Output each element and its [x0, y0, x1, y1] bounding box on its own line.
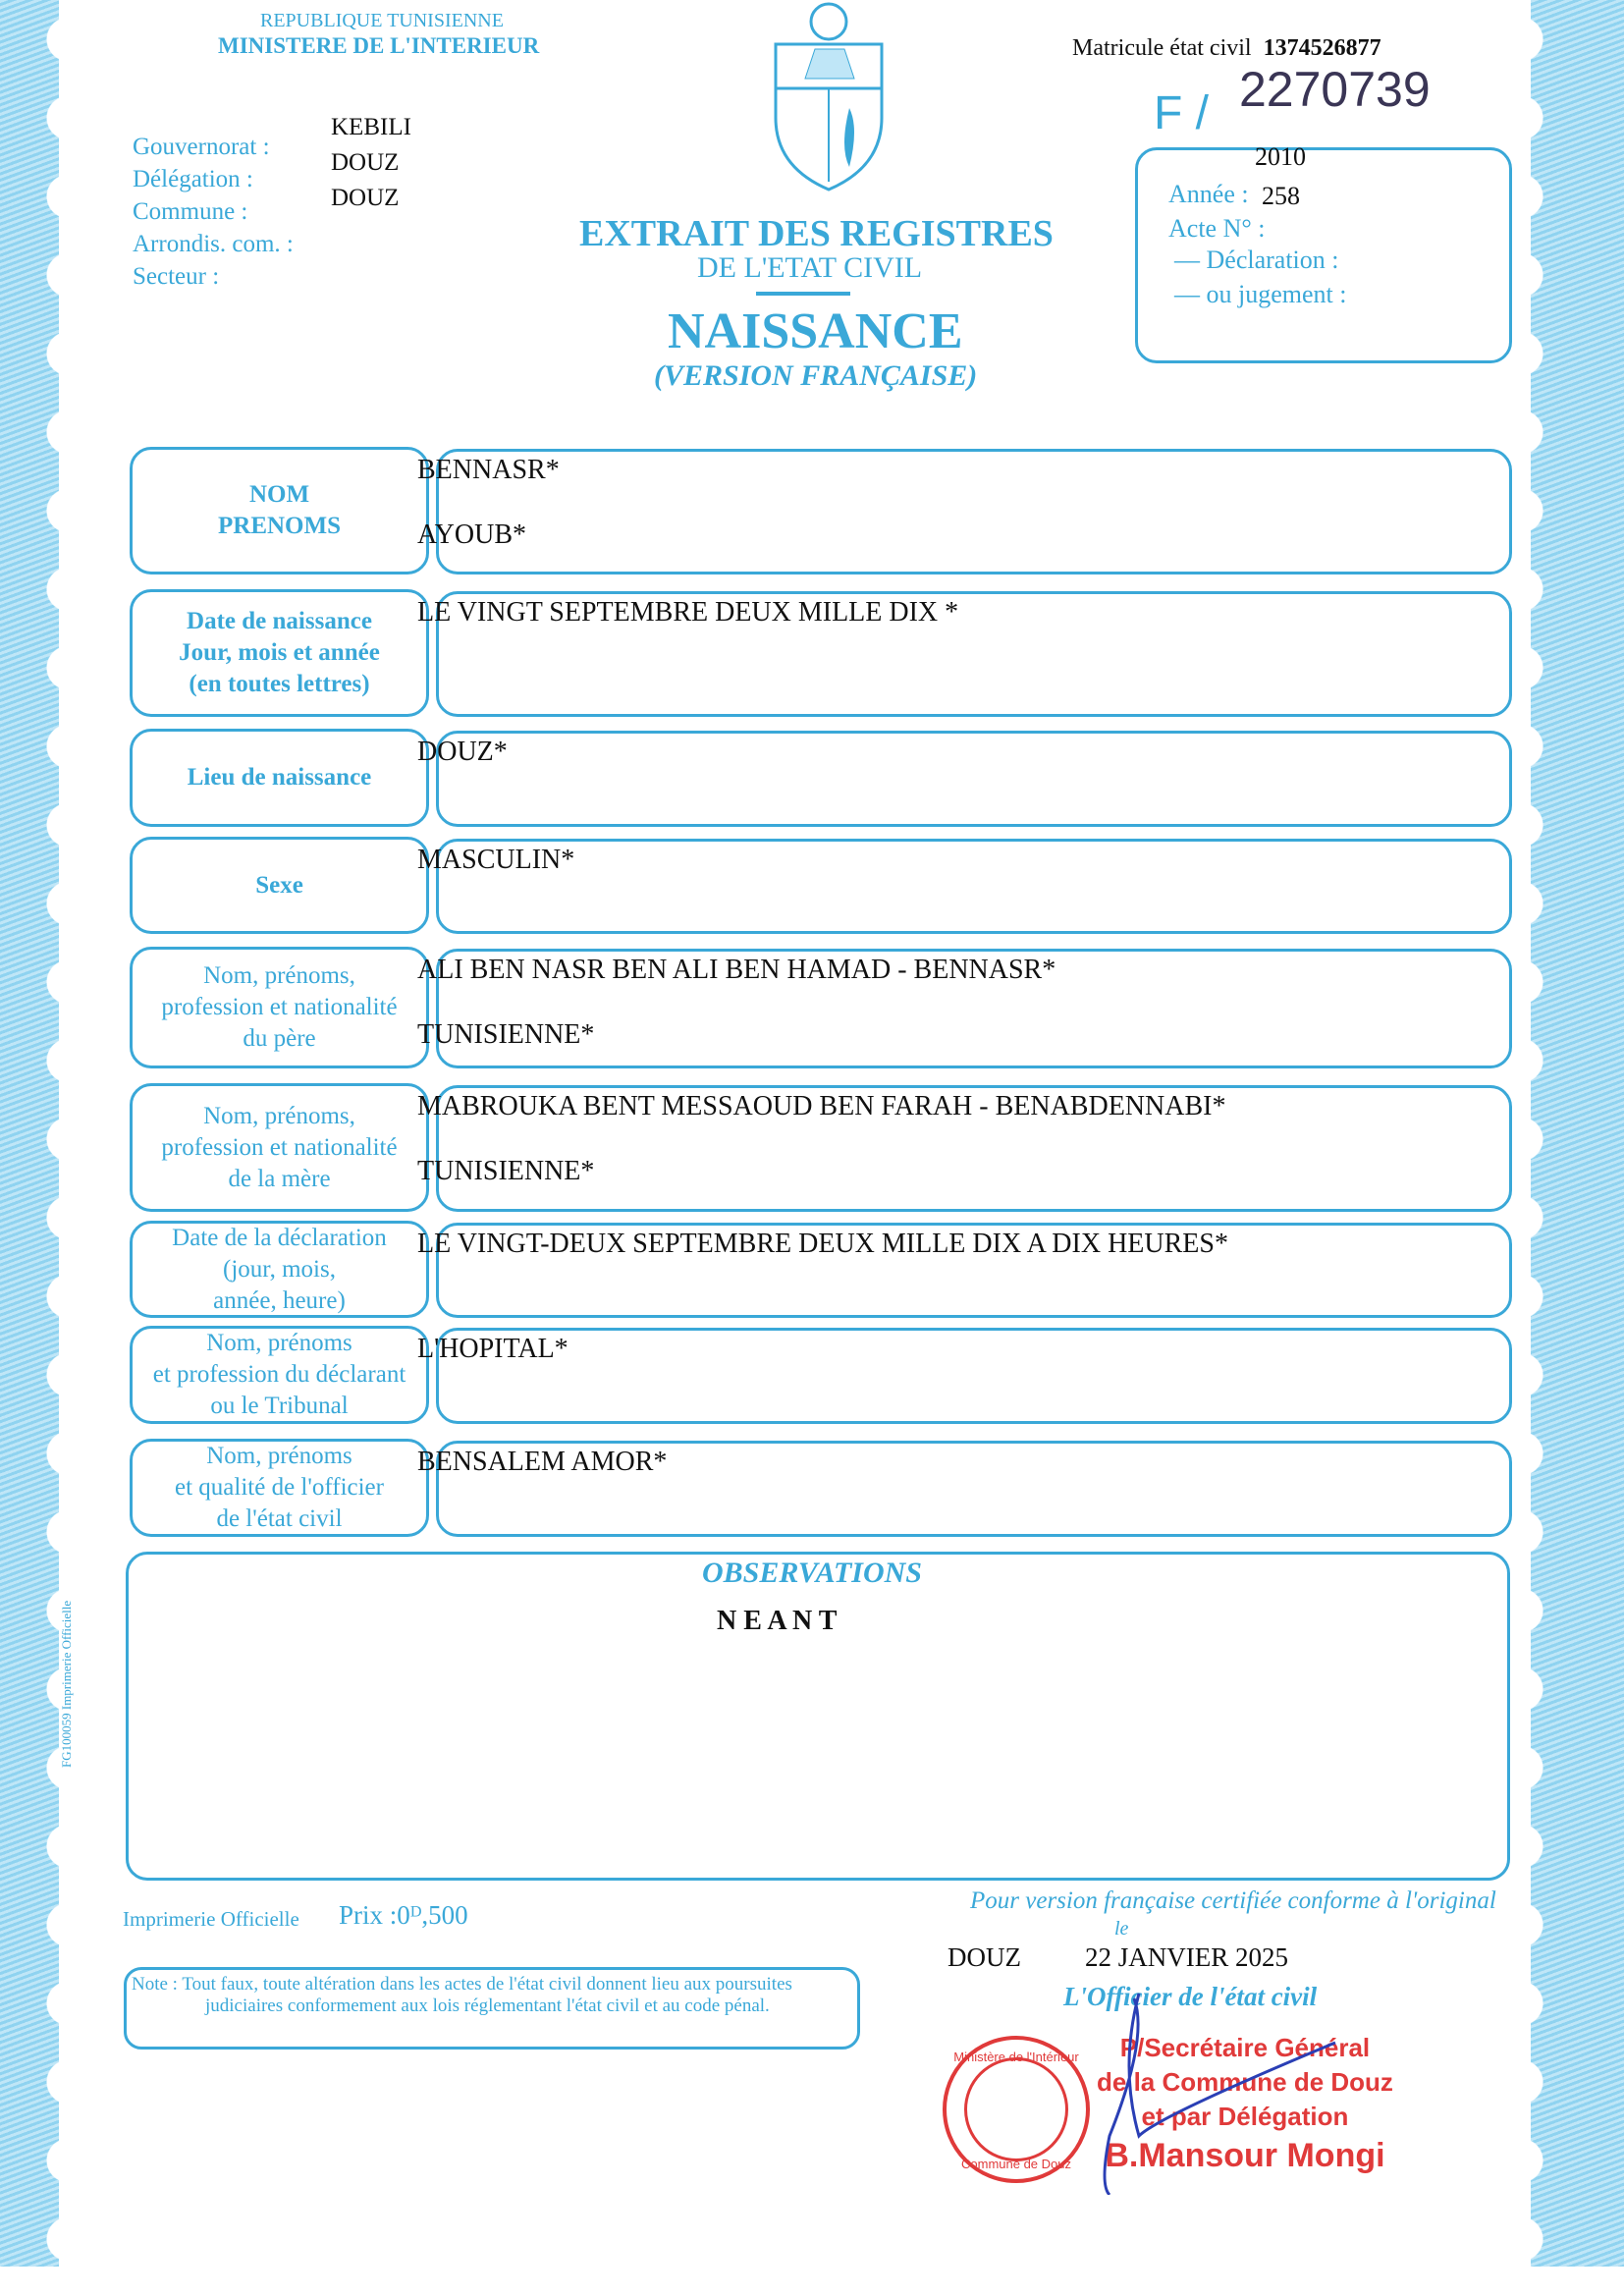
- row-label-line: Nom, prénoms: [206, 1443, 352, 1469]
- row-label: [132, 837, 427, 934]
- row-value: LE VINGT-DEUX SEPTEMBRE DEUX MILLE DIX A DIX HEURES*: [417, 1229, 1228, 1259]
- row-label-line: Sexe: [255, 871, 303, 899]
- seal-inner-ring: [964, 2057, 1068, 2161]
- issue-date: 22 JANVIER 2025: [1085, 1942, 1288, 1972]
- stamp-line: de la Commune de Douz: [1097, 2067, 1393, 2097]
- title-extrait: EXTRAIT DES REGISTRES: [579, 213, 1054, 254]
- row-label: [132, 447, 427, 574]
- row-label: [132, 729, 427, 827]
- location-label: Délégation :: [133, 166, 253, 192]
- stamp-signer: B.Mansour Mongi: [1105, 2137, 1385, 2174]
- row-label-line: de la mère: [228, 1165, 331, 1192]
- row-value: MASCULIN*: [417, 845, 575, 875]
- seal-text-top: Ministère de l'Intérieur: [953, 2050, 1079, 2064]
- price-label: Prix :0ᴰ,500: [339, 1900, 468, 1930]
- printer-label: Imprimerie Officielle: [123, 1907, 299, 1931]
- row-label: [132, 947, 427, 1068]
- row-value-box: [436, 731, 1512, 827]
- observations-label: OBSERVATIONS: [702, 1557, 922, 1589]
- row-label-line: Jour, mois et année: [179, 639, 380, 666]
- serial-prefix: F /: [1154, 87, 1209, 139]
- row-label: [132, 1439, 427, 1537]
- row-label-line: année, heure): [213, 1286, 346, 1314]
- title-divider: [756, 292, 850, 296]
- row-label-line: profession et nationalité: [161, 1133, 398, 1161]
- row-value: AYOUB*: [417, 519, 526, 550]
- location-value: KEBILI: [331, 114, 411, 140]
- republic-label: REPUBLIQUE TUNISIENNE: [260, 10, 504, 31]
- row-value: DOUZ*: [417, 737, 508, 767]
- row-label-line: ou le Tribunal: [210, 1393, 349, 1419]
- row-label: [132, 589, 427, 717]
- stamp-line: et par Délégation: [1141, 2102, 1349, 2131]
- title-etat-civil: DE L'ETAT CIVIL: [697, 251, 923, 284]
- row-value: ALI BEN NASR BEN ALI BEN HAMAD - BENNASR*: [417, 955, 1056, 985]
- jugement-label: — ou jugement :: [1174, 280, 1347, 308]
- title-version: (VERSION FRANÇAISE): [654, 359, 978, 392]
- row-label-line: Lieu de naissance: [187, 764, 372, 791]
- declaration-label: — Déclaration :: [1174, 246, 1339, 274]
- officer-title: L'Officier de l'état civil: [1063, 1982, 1318, 2011]
- row-value: L'HOPITAL*: [417, 1334, 568, 1364]
- row-label-line: NOM: [248, 481, 310, 508]
- row-label-line: PRENOMS: [218, 513, 341, 539]
- stamp-line: P/Secrétaire Général: [1119, 2033, 1371, 2062]
- acte-label: Acte N° :: [1168, 214, 1266, 243]
- location-value: DOUZ: [331, 149, 400, 176]
- row-value: BENSALEM AMOR*: [417, 1447, 668, 1477]
- serial-number: 2270739: [1239, 62, 1431, 117]
- location-label: Gouvernorat :: [133, 134, 270, 160]
- row-label: [132, 1221, 427, 1318]
- row-label-line: et qualité de l'officier: [175, 1474, 384, 1501]
- matricule: Matricule état civil 1374526877: [1072, 35, 1381, 61]
- row-label-line: de l'état civil: [216, 1505, 343, 1532]
- row-value: BENNASR*: [417, 455, 560, 485]
- row-label-line: (en toutes lettres): [189, 671, 370, 697]
- official-seal: [943, 2036, 1090, 2183]
- ministry-label: MINISTERE DE L'INTERIEUR: [218, 33, 540, 58]
- row-label-line: Date de la déclaration: [172, 1224, 387, 1251]
- annee-value: 2010: [1255, 142, 1306, 171]
- row-label-line: profession et nationalité: [161, 994, 398, 1020]
- row-label-line: Date de naissance: [187, 608, 372, 634]
- row-label: [132, 1326, 427, 1424]
- security-border-left: [0, 0, 59, 2267]
- legal-note: Note : Tout faux, toute altération dans les actes de l'état civil donnent lieu aux poursuites judiciaires conformement aux lois réglementant l'état civil et au code pénal.: [132, 1974, 792, 2016]
- observations-value: N E A N T: [717, 1606, 838, 1636]
- row-label-line: et profession du déclarant: [152, 1361, 406, 1388]
- security-border-right: [1531, 0, 1624, 2267]
- certified-text: Pour version française certifiée conforme à l'original: [970, 1887, 1496, 1914]
- seal-text-bottom: Commune de Douz: [961, 2157, 1071, 2171]
- location-labels: [133, 131, 294, 293]
- row-value: LE VINGT SEPTEMBRE DEUX MILLE DIX *: [417, 597, 959, 628]
- location-label: Commune :: [133, 198, 248, 225]
- row-value: MABROUKA BENT MESSAOUD BEN FARAH - BENABDENNABI*: [417, 1091, 1226, 1121]
- issue-date-le: le: [1114, 1918, 1129, 1940]
- row-value-box: [436, 449, 1512, 574]
- annee-label: Année :: [1168, 180, 1249, 208]
- location-value: DOUZ: [331, 185, 400, 211]
- title-naissance: NAISSANCE: [668, 303, 963, 359]
- side-print: FG100059 Imprimerie Officielle: [59, 1600, 74, 1768]
- coat-of-arms-icon: [766, 0, 892, 191]
- row-label-line: Nom, prénoms,: [203, 1102, 355, 1129]
- location-label: Secteur :: [133, 263, 220, 290]
- location-values: [331, 110, 411, 216]
- acte-value: 258: [1262, 182, 1300, 210]
- row-value: TUNISIENNE*: [417, 1156, 595, 1186]
- location-label: Arrondis. com. :: [133, 231, 294, 257]
- row-label-line: Nom, prénoms,: [203, 962, 355, 989]
- row-value-box: [436, 1328, 1512, 1424]
- row-label-line: (jour, mois,: [223, 1255, 336, 1283]
- signature-mark: [1080, 1989, 1375, 2195]
- row-label-line: du père: [243, 1025, 316, 1052]
- row-label-line: Nom, prénoms: [206, 1330, 352, 1356]
- row-value: TUNISIENNE*: [417, 1019, 595, 1050]
- row-label: [132, 1083, 427, 1212]
- issue-place: DOUZ: [947, 1942, 1021, 1972]
- observations-box: [126, 1552, 1510, 1881]
- row-value-box: [436, 839, 1512, 934]
